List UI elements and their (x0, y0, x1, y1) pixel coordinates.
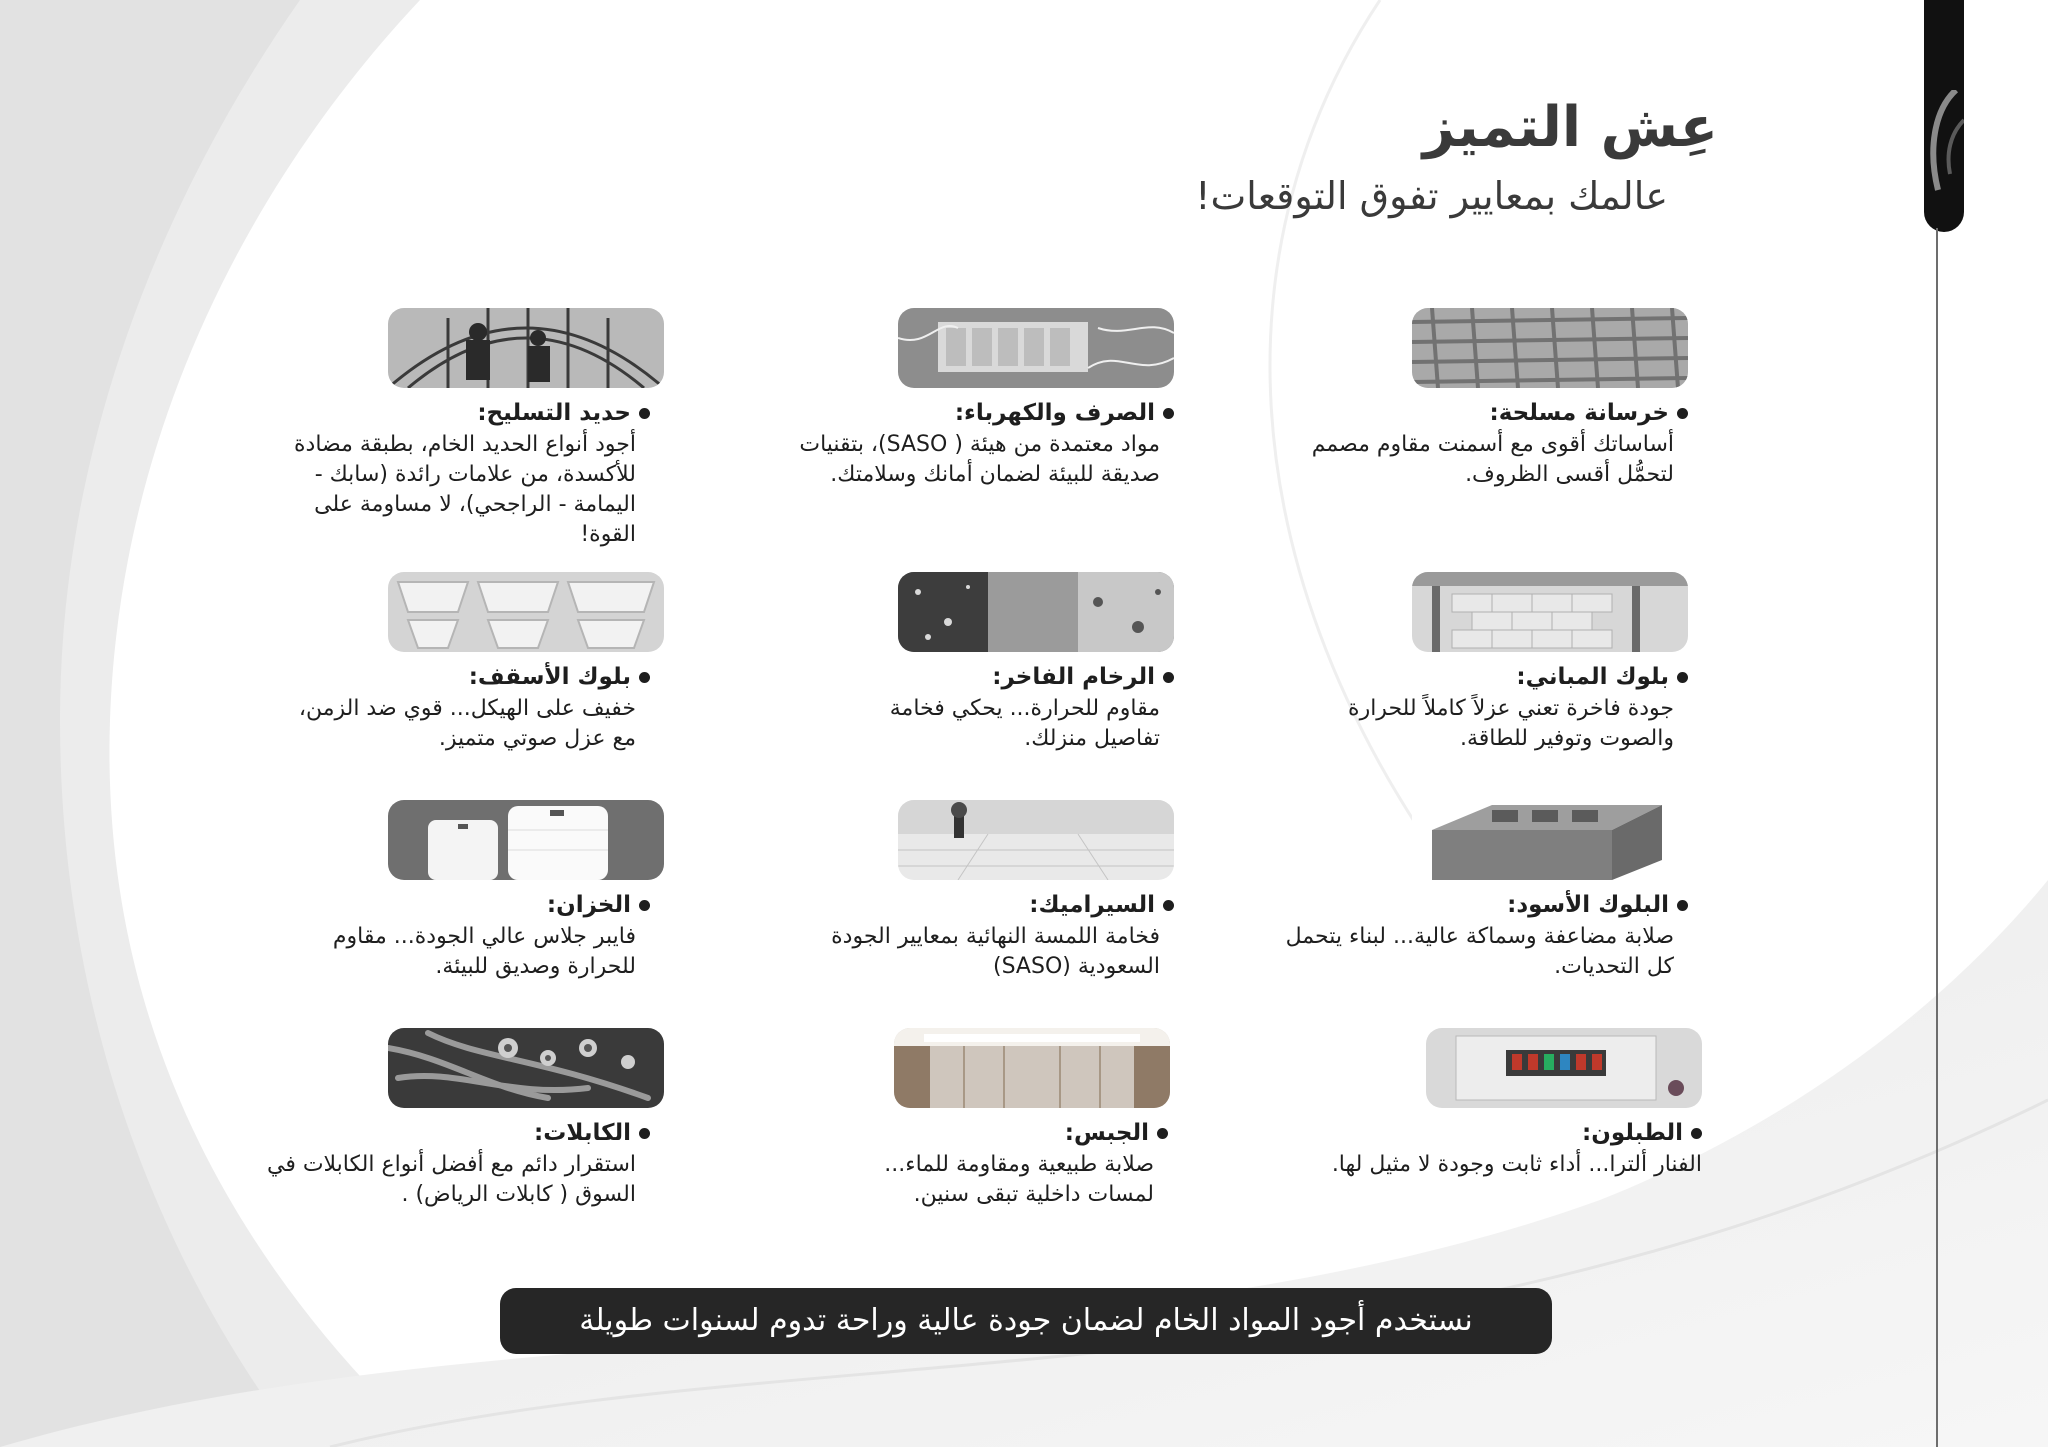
electrical-panel-photo (898, 308, 1174, 388)
item-description: مواد معتمدة من هيئة ( SASO)، بتقنيات صديقة للبيئة لضمان أمانك وسلامتك. (799, 432, 1160, 487)
item-heading: خرسانة مسلحة: (1490, 398, 1689, 428)
item-description: جودة فاخرة تعني عزلاً كاملاً للحرارة والصوت وتوفير للطاقة. (1348, 696, 1674, 751)
marble-samples-photo (898, 572, 1174, 652)
item-description: الفنار ألترا... أداء ثابت وجودة لا مثيل لها. (1331, 1152, 1702, 1177)
item-heading: الرخام الفاخر: (992, 662, 1174, 692)
item-description: أجود أنواع الحديد الخام، بطبقة مضادة للأكسدة، من علامات رائدة (سابك - اليمامة - الراجحي)، لا مساومة على القوة! (294, 432, 636, 547)
bullet-icon (1677, 408, 1688, 419)
item-heading: حديد التسليح: (477, 398, 650, 428)
item-description: صلابة طبيعية ومقاومة للماء... لمسات داخلية تبقى سنين. (884, 1152, 1154, 1207)
black-block-photo (1412, 800, 1688, 880)
brand-mark-icon (1924, 90, 1964, 200)
ceramic-floor-photo (898, 800, 1174, 880)
item-description: أساساتك أقوى مع أسمنت مقاوم مصمم لتحمُّل أقسى الظروف. (1311, 432, 1674, 487)
bullet-icon (1157, 1128, 1168, 1139)
item-heading: الجبس: (1065, 1118, 1168, 1148)
footer-banner (500, 1288, 1552, 1354)
bullet-icon (639, 408, 650, 419)
bullet-icon (639, 900, 650, 911)
item-description: مقاوم للحرارة... يحكي فخامة تفاصيل منزلك. (889, 696, 1160, 751)
item-heading: السيراميك: (1029, 890, 1174, 920)
item-description: فخامة اللمسة النهائية بمعايير الجودة السعودية (SASO) (831, 924, 1160, 979)
footer-banner-text: نستخدم أجود المواد الخام لضمان جودة عالية وراحة تدوم لسنوات طويلة (579, 1303, 1473, 1338)
bullet-icon (639, 1128, 650, 1139)
page-title: عِش التميز (1422, 95, 1718, 160)
bullet-icon (1163, 672, 1174, 683)
bullet-icon (1163, 900, 1174, 911)
page-header (818, 92, 1718, 226)
water-tanks-photo (388, 800, 664, 880)
gypsum-ceiling-photo (894, 1028, 1170, 1108)
item-heading: البلوك الأسود: (1507, 890, 1688, 920)
item-heading: بلوك المباني: (1516, 662, 1688, 692)
item-heading: الطبلون: (1582, 1118, 1702, 1148)
bullet-icon (1677, 672, 1688, 683)
building-blocks-photo (1412, 572, 1688, 652)
breaker-box-photo (1426, 1028, 1702, 1108)
bullet-icon (1677, 900, 1688, 911)
bullet-icon (1163, 408, 1174, 419)
item-heading: الصرف والكهرباء: (955, 398, 1174, 428)
page-subtitle: عالمك بمعايير تفوق التوقعات! (1195, 174, 1668, 218)
item-heading: بلوك الأسقف: (469, 662, 650, 692)
edge-accent-bar (1924, 0, 1964, 232)
item-description: فايبر جلاس عالي الجودة... مقاوم للحرارة وصديق للبيئة. (332, 924, 636, 979)
item-description: صلابة مضاعفة وسماكة عالية... لبناء يتحمل كل التحديات. (1285, 924, 1674, 979)
item-heading: الخزان: (547, 890, 650, 920)
item-heading: الكابلات: (534, 1118, 650, 1148)
bullet-icon (639, 672, 650, 683)
ceiling-grid-photo (388, 572, 664, 652)
bullet-icon (1691, 1128, 1702, 1139)
edge-divider-line (1936, 228, 1938, 1447)
rebar-grid-photo (1412, 308, 1688, 388)
item-description: خفيف على الهيكل... قوي ضد الزمن، مع عزل صوتي متميز. (298, 696, 636, 751)
cables-photo (388, 1028, 664, 1108)
item-description: استقرار دائم مع أفضل أنواع الكابلات في السوق ( كابلات الرياض) . (266, 1152, 636, 1207)
steel-workers-photo (388, 308, 664, 388)
